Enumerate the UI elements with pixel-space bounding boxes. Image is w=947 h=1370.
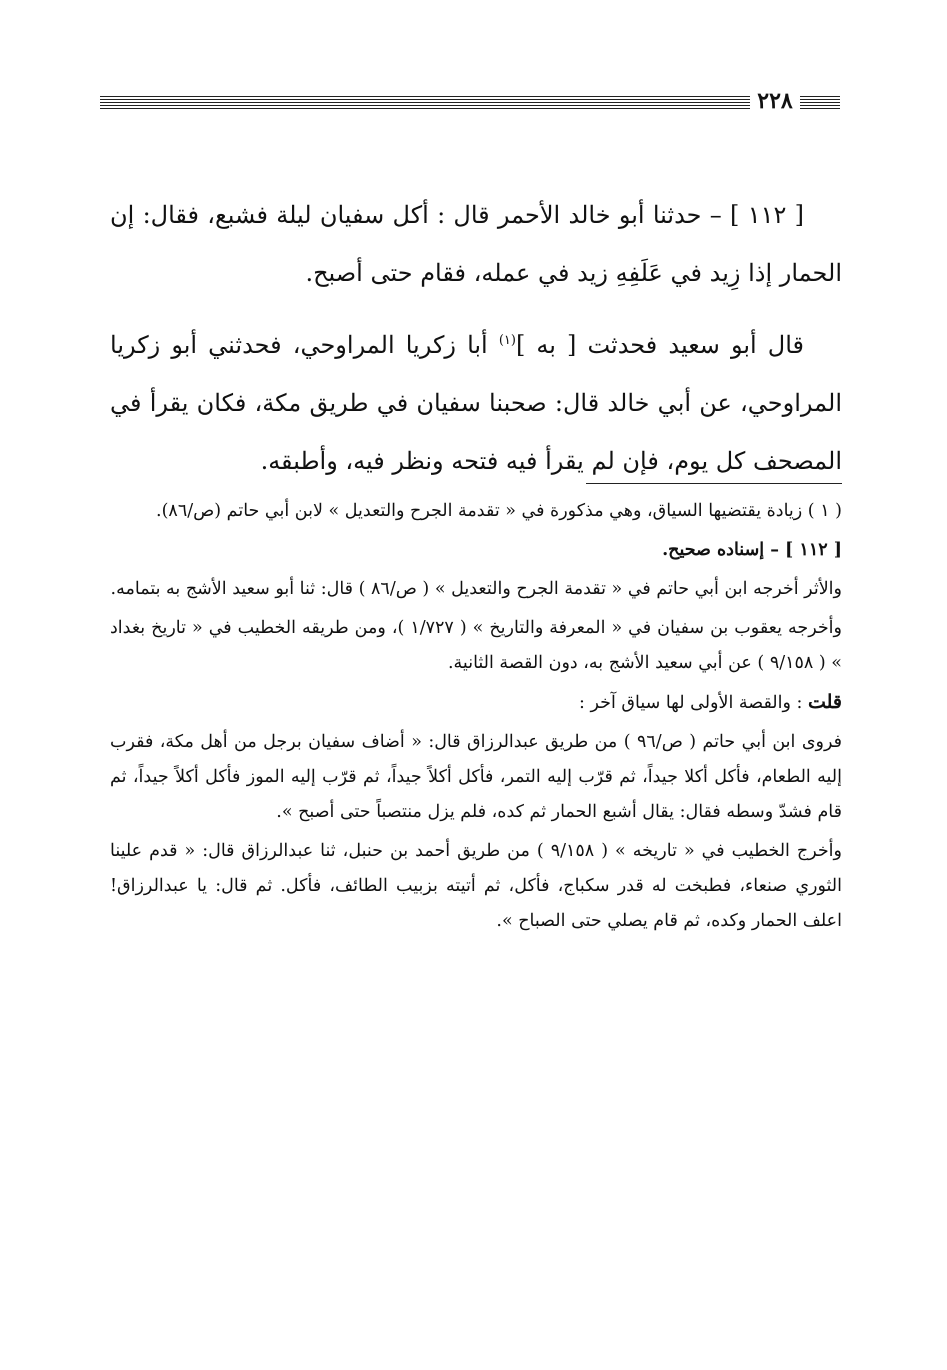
takhrij-note-5: وأخرج الخطيب في « تاريخه » ( ٩/١٥٨ ) من طريق أحمد بن حنبل، ثنا عبدالرزاق قال: « قدم علينا الثوري صنعاء، فطبخت له قدر سكباج، فأكل، ثم أتيته بزبيب الطائف، فأكل. ثم قال: يا عبدالرزاق! اعلف الحمار وكده، ثم قام يصلي حتى الصباح ». bbox=[110, 841, 842, 931]
main-text bbox=[110, 186, 842, 504]
header-rule-right bbox=[800, 96, 840, 110]
takhrij-note-1: والأثر أخرجه ابن أبي حاتم في « تقدمة الجرح والتعديل » ( ص/٨٦ ) قال: ثنا أبو سعيد الأشج به بتمامه. bbox=[110, 579, 842, 599]
footnote-marker-1: (١) bbox=[498, 333, 516, 348]
narration-part-2: أبا زكريا المراوحي، فحدثني أبو زكريا المراوحي، عن أبي خالد قال: صحبنا سفيان في طريق مكة، فكان يقرأ في المصحف كل يوم، فإن لم يقرأ فيه فتحه ونظر فيه، وأطبقه. bbox=[110, 331, 842, 475]
running-header bbox=[100, 90, 840, 120]
takhrij-heading: [ ١١٢ ] – إسناده صحيح. bbox=[662, 540, 842, 560]
narration-112: [ ١١٢ ] – حدثنا أبو خالد الأحمر قال : أكل سفيان ليلة فشبع، فقال: إن الحمار إذا زِيد في عَلَفِهِ زيد في عمله، فقام حتى أصبح. bbox=[110, 201, 842, 287]
footnote-1: ( ١ ) زيادة يقتضيها السياق، وهي مذكورة في « تقدمة الجرح والتعديل » لابن أبي حاتم (ص/٨٦). bbox=[156, 501, 842, 521]
footnote-divider bbox=[586, 483, 842, 484]
takhrij-note-2: وأخرجه يعقوب بن سفيان في « المعرفة والتاريخ » ( ١/٧٢٧ )، ومن طريقه الخطيب في « تاريخ بغداد » ( ٩/١٥٨ ) عن أبي سعيد الأشج به، دون القصة الثانية. bbox=[110, 618, 842, 673]
footnotes bbox=[110, 494, 842, 943]
qultu-label: قلت bbox=[807, 691, 842, 713]
narration-part-1: قال أبو سعيد فحدثت [ به ] bbox=[515, 331, 804, 359]
narration-continuation bbox=[110, 316, 842, 490]
qultu-text: : والقصة الأولى لها سياق آخر : bbox=[579, 693, 808, 713]
header-rule-left bbox=[100, 96, 750, 110]
takhrij-note-4: فروى ابن أبي حاتم ( ص/٩٦ ) من طريق عبدالرزاق قال: « أضاف سفيان برجل من أهل مكة، فقرب إليه الطعام، فأكل أكلا جيداً، ثم قرّب إليه التمر، فأكل أكلاً جيداً، ثم قرّب إليه الموز فأكل أكلاً جيداً، ثم قام فشدّ وسطه فقال: يقال أشبع الحمار ثم كده، فلم يزل منتصباً حتى أصبح ». bbox=[110, 732, 843, 822]
takhrij-note-3 bbox=[110, 685, 842, 721]
page-number: ٢٢٨ bbox=[757, 88, 793, 114]
